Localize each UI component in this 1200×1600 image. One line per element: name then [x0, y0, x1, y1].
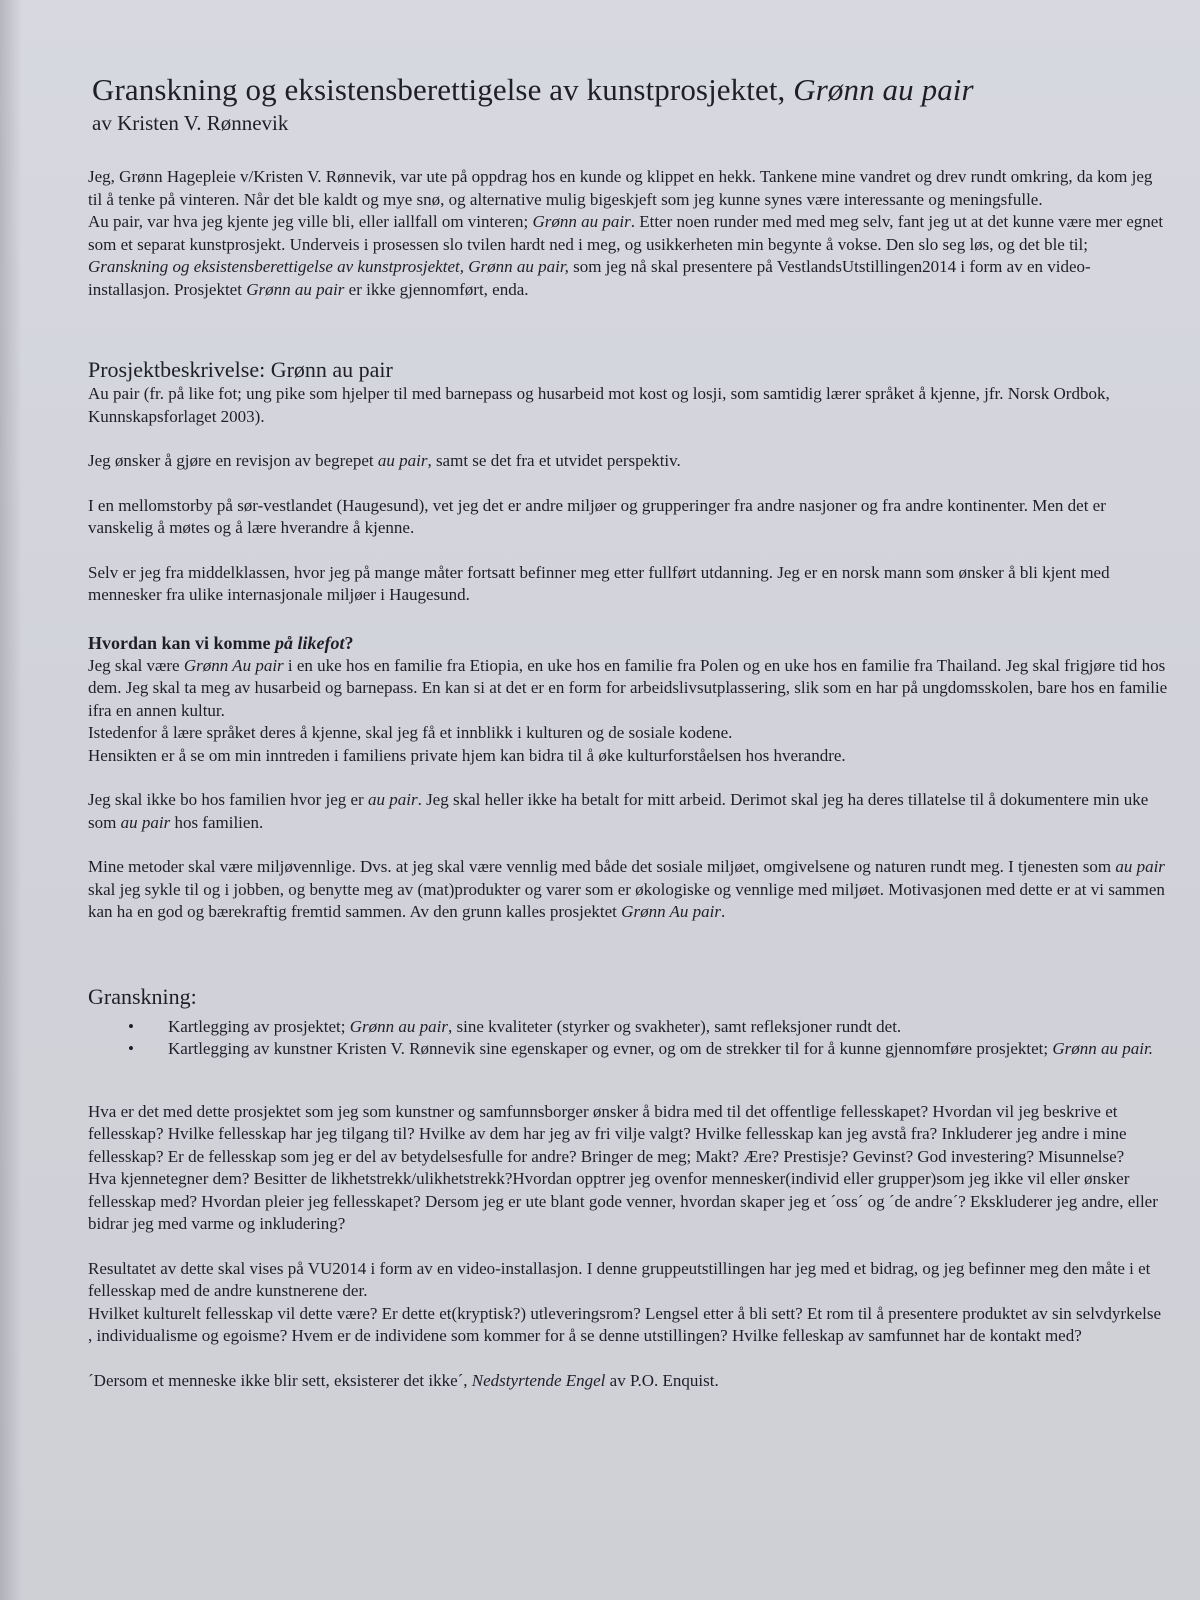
- result-paragraph-1: Resultatet av dette skal vises på VU2014 i form av en video-installasjon. I denne gruppeutstillingen har jeg med et bidrag, og jeg befinner meg den måte i et fellesskap med de andre kunstnerene der.: [88, 1258, 1151, 1300]
- title-block: [92, 72, 1168, 136]
- list-item: • Kartlegging av kunstner Kristen V. Rønnevik sine egenskaper og evner, og om de strekker til for å kunne gjennomføre prosjektet; Grønn au pair.: [88, 1038, 1168, 1061]
- project-heading: Prosjektbeskrivelse: Grønn au pair: [88, 357, 393, 382]
- how-paragraph-4: Jeg skal ikke bo hos familien hvor jeg er au pair. Jeg skal heller ikke ha betalt for mitt arbeid. Derimot skal jeg ha deres tillatelse til å dokumentere min uke som au pair hos familien.: [88, 790, 1149, 832]
- list-item: • Kartlegging av prosjektet; Grønn au pair, sine kvaliteter (styrker og svakheter), samt refleksjoner rundt det.: [88, 1016, 1168, 1039]
- document-title: [92, 72, 1168, 108]
- questions-section: [88, 1101, 1168, 1393]
- project-revision: Jeg ønsker å gjøre en revisjon av begrepet au pair, samt se det fra et utvidet perspektiv.: [88, 451, 681, 470]
- project-definition: Au pair (fr. på like fot; ung pike som hjelper til med barnepass og husarbeid mot kost og losji, som samtidig lærer språket å kjenne, jfr. Norsk Ordbok, Kunnskapsforlaget 2003).: [88, 384, 1110, 426]
- how-heading: Hvordan kan vi komme på likefot?: [88, 632, 354, 653]
- intro-paragraph-2: Au pair, var hva jeg kjente jeg ville bli, eller iallfall om vinteren; Grønn au pair. Etter noen runder med med meg selv, fant jeg ut at det kunne være mer egnet som et separat kunstprosjekt. Underveis i prosessen slo tvilen hardt ned i meg, og usikkerheten min begynte å vokse. Den slo seg løs, og det ble til; Granskning og eksistensberettigelse av kunstprosjektet, Grønn au pair, som jeg nå skal presentere på VestlandsUtstillingen2014 i form av en video-: [88, 212, 1164, 276]
- questions-paragraph-1: Hva er det med dette prosjektet som jeg som kunstner og samfunnsborger ønsker å bidra med til det offentlige fellesskapet? Hvordan vil jeg beskrive et fellesskap? Hvilke fellesskap har jeg tilgang til? Hvilke av dem har jeg av fri vilje valgt? Hvilke fellesskap kan jeg avstå fra? Inkluderer jeg andre i mine fellesskap? Er de fellesskap som jeg er del av betydelsesfulle for andre? Bringer de meg; Makt? Ære? Prestisje? Gevinst? God investering? Misunnelse?: [88, 1101, 1127, 1166]
- document-page: [88, 72, 1168, 1392]
- result-paragraph-2: Hvilket kulturelt fellesskap vil dette være? Er dette et(kryptisk?) utleveringsrom? Lengsel etter å bli sett? Et rom til å presentere produktet av sin selvdyrkelse , individualisme og egoisme? Hvem er de individene som kommer for å se denne utstillingen? Hvilke felleskap av samfunnet har de kontakt med?: [88, 1303, 1162, 1345]
- how-paragraph-5: Mine metoder skal være miljøvennlige. Dvs. at jeg skal være vennlig med både det sosiale miljøet, omgivelsene og naturen rundt meg. I tjenesten som au pair skal jeg sykle til og i jobben, og benytte meg av (mat)produkter og varer som er økologiske og vennlige med miljøet. Motivasjonen med dette er at vi sammen kan ha en god og bærekraftig fremtid sammen. Av den grunn kalles prosjektet Grønn Au pair.: [88, 857, 1165, 921]
- granskning-list: [88, 1016, 1168, 1061]
- how-paragraph-1: Jeg skal være Grønn Au pair i en uke hos en familie fra Etiopia, en uke hos en familie fra Polen og en uke hos en familie fra Thailand. Jeg skal frigjøre tid hos dem. Jeg skal ta meg av husarbeid og barnepass. En kan si at det er en form for arbeidslivsutplassering, slik som en har på ungdomsskolen, bare hos en familie ifra en annen kultur.: [88, 655, 1168, 720]
- intro-section: [88, 166, 1168, 301]
- page-edge-shadow: [0, 0, 22, 1600]
- project-self: Selv er jeg fra middelklassen, hvor jeg på mange måter fortsatt befinner meg etter fullført utdanning. Jeg er en norsk mann som ønsker å bli kjent med mennesker fra ulike internasjonale miljøer i Haugesund.: [88, 562, 1110, 604]
- bullet-icon: •: [128, 1016, 134, 1036]
- questions-paragraph-2: Hva kjennetegner dem? Besitter de likhetstrekk/ulikhetstrekk?Hvordan opptrer jeg ovenfor mennesker(individ eller grupper)som jeg ikke vil eller ønsker fellesskap med? Hvordan pleier jeg fellesskapet? Dersom jeg er ute blant gode venner, hvordan skaper jeg et ´oss´ og ´de andre´? Ekskluderer jeg andre, eller bidrar jeg med varme og inkludering?: [88, 1169, 1158, 1233]
- how-paragraph-3: Hensikten er å se om min inntreden i familiens private hjem kan bidra til å øke kulturforståelsen hos hverandre.: [88, 745, 846, 765]
- title-text: Granskning og eksistensberettigelse av kunstprosjektet,: [92, 72, 794, 107]
- author-line: av Kristen V. Rønnevik: [92, 111, 289, 135]
- bullet-icon: •: [128, 1039, 134, 1058]
- closing-quote: ´Dersom et menneske ikke blir sett, eksisterer det ikke´, Nedstyrtende Engel av P.O. Enquist.: [88, 1370, 719, 1390]
- intro-paragraph-1: Jeg, Grønn Hagepleie v/Kristen V. Rønnevik, var ute på oppdrag hos en kunde og klippet en hekk. Tankene mine vandret og drev rundt omkring, da kom jeg til å tenke på vinteren. Når det ble kaldt og mye snø, og alternative mulig bigeskjeft som jeg kunne synes være interessante og meningsfulle.: [88, 167, 1153, 209]
- intro-paragraph-3: installasjon. Prosjektet Grønn au pair er ikke gjennomført, enda.: [88, 279, 529, 299]
- project-city: I en mellomstorby på sør-vestlandet (Haugesund), vet jeg det er andre miljøer og grupperinger fra andre nasjoner og fra andre kontinenter. Men det er vanskelig å møtes og å lære hverandre å kjenne.: [88, 495, 1106, 537]
- how-paragraph-2: Istedenfor å lære språket deres å kjenne, skal jeg få et innblikk i kulturen og de sosiale kodene.: [88, 723, 733, 742]
- title-italic: Grønn au pair: [793, 72, 974, 107]
- granskning-heading: Granskning:: [88, 983, 197, 1009]
